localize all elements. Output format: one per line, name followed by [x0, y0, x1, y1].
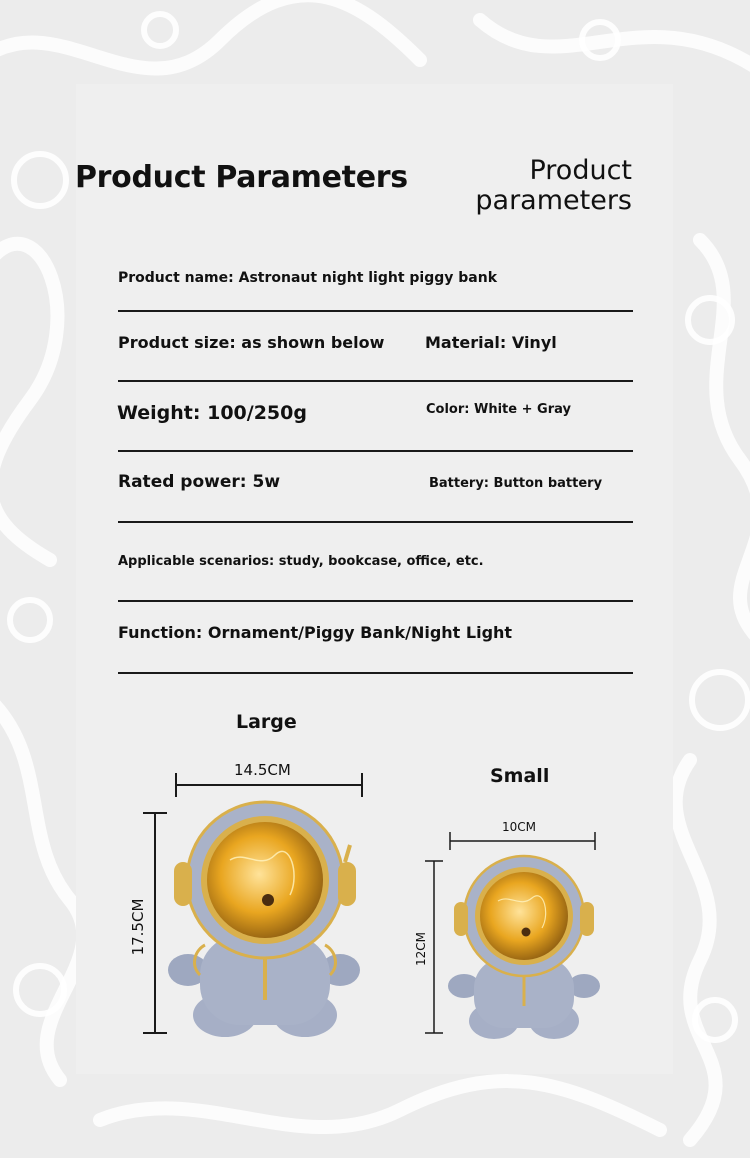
page-title: Product Parameters: [75, 160, 408, 195]
size-small-label: Small: [490, 765, 550, 787]
param-material: Material: Vinyl: [425, 333, 557, 352]
large-width-label: 14.5CM: [234, 761, 291, 779]
large-height-label: 17.5CM: [129, 898, 147, 956]
subtitle-line-1: Product: [529, 155, 632, 186]
param-function: Function: Ornament/Piggy Bank/Night Light: [118, 623, 513, 642]
astronaut-small-image: [444, 856, 604, 1041]
param-product-name: Product name: Astronaut night light piggy bank: [118, 270, 498, 286]
small-height-label: 12CM: [414, 932, 428, 967]
small-width-label: 10CM: [502, 820, 537, 834]
param-battery: Battery: Button battery: [429, 476, 603, 491]
subtitle-line-2: parameters: [475, 185, 632, 216]
param-product-size: Product size: as shown below: [118, 333, 385, 352]
param-weight: Weight: 100/250g: [117, 402, 307, 424]
param-color: Color: White + Gray: [426, 402, 571, 417]
param-scenarios: Applicable scenarios: study, bookcase, office, etc.: [118, 554, 484, 569]
astronaut-large-image: [160, 800, 370, 1040]
param-rated-power: Rated power: 5w: [118, 472, 281, 492]
size-large-label: Large: [236, 711, 297, 733]
